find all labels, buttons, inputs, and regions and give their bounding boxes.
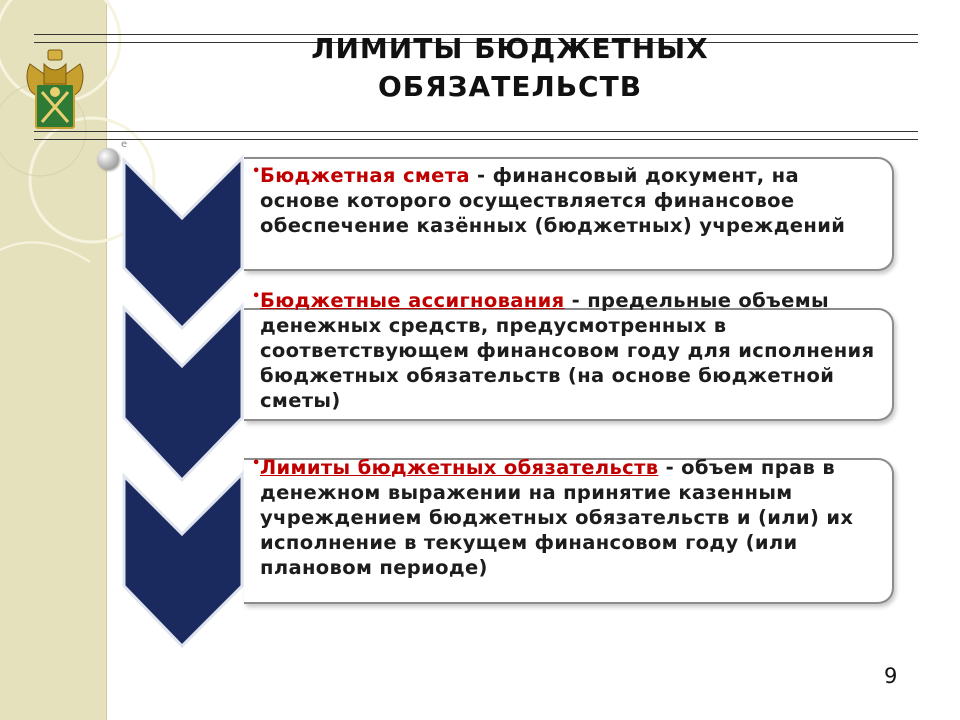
bullet-icon: • [252,456,261,471]
title-line-2: ОБЯЗАТЕЛЬСТВ [377,70,643,103]
definition-text: - финансовый документ, на основе которого осуществляется финансовое обеспечение казённых (бюджетных) учреждений [260,164,846,237]
bullet-icon: • [252,164,261,179]
definition-item-3 [252,455,876,580]
sphere-bead-icon [97,148,119,170]
definition-item-1 [252,163,876,238]
page-title [230,30,790,106]
header-rule [34,131,918,132]
chevron-arrow-1 [124,158,242,328]
chevron-arrow-2 [124,306,242,480]
definition-term: Бюджетные ассигнования [260,289,565,312]
header-rule [34,139,918,140]
page-number: 9 [884,664,898,688]
definition-item-2 [252,288,876,413]
definition-text: - предельные объемы денежных средств, предусмотренных в соответствующем финансовом году для исполнения бюджетных обязательств (на основе бюджетной сметы) [260,289,875,412]
definition-term: Бюджетная смета [260,164,470,187]
definition-text: - объем прав в денежном выражении на принятие казенным учреждением бюджетных обязательств и (или) их исполнение в текущем финансовом году (или плановом периоде) [260,456,854,579]
definition-term: Лимиты бюджетных обязательств [260,456,659,479]
bullet-icon: • [252,289,261,304]
title-line-1: ЛИМИТЫ БЮДЖЕТНЫХ [311,32,709,65]
bead-mark: e [121,139,128,150]
chevron-arrow-3 [124,474,242,646]
chevron-column [118,150,250,650]
customs-emblem-icon [22,46,88,132]
